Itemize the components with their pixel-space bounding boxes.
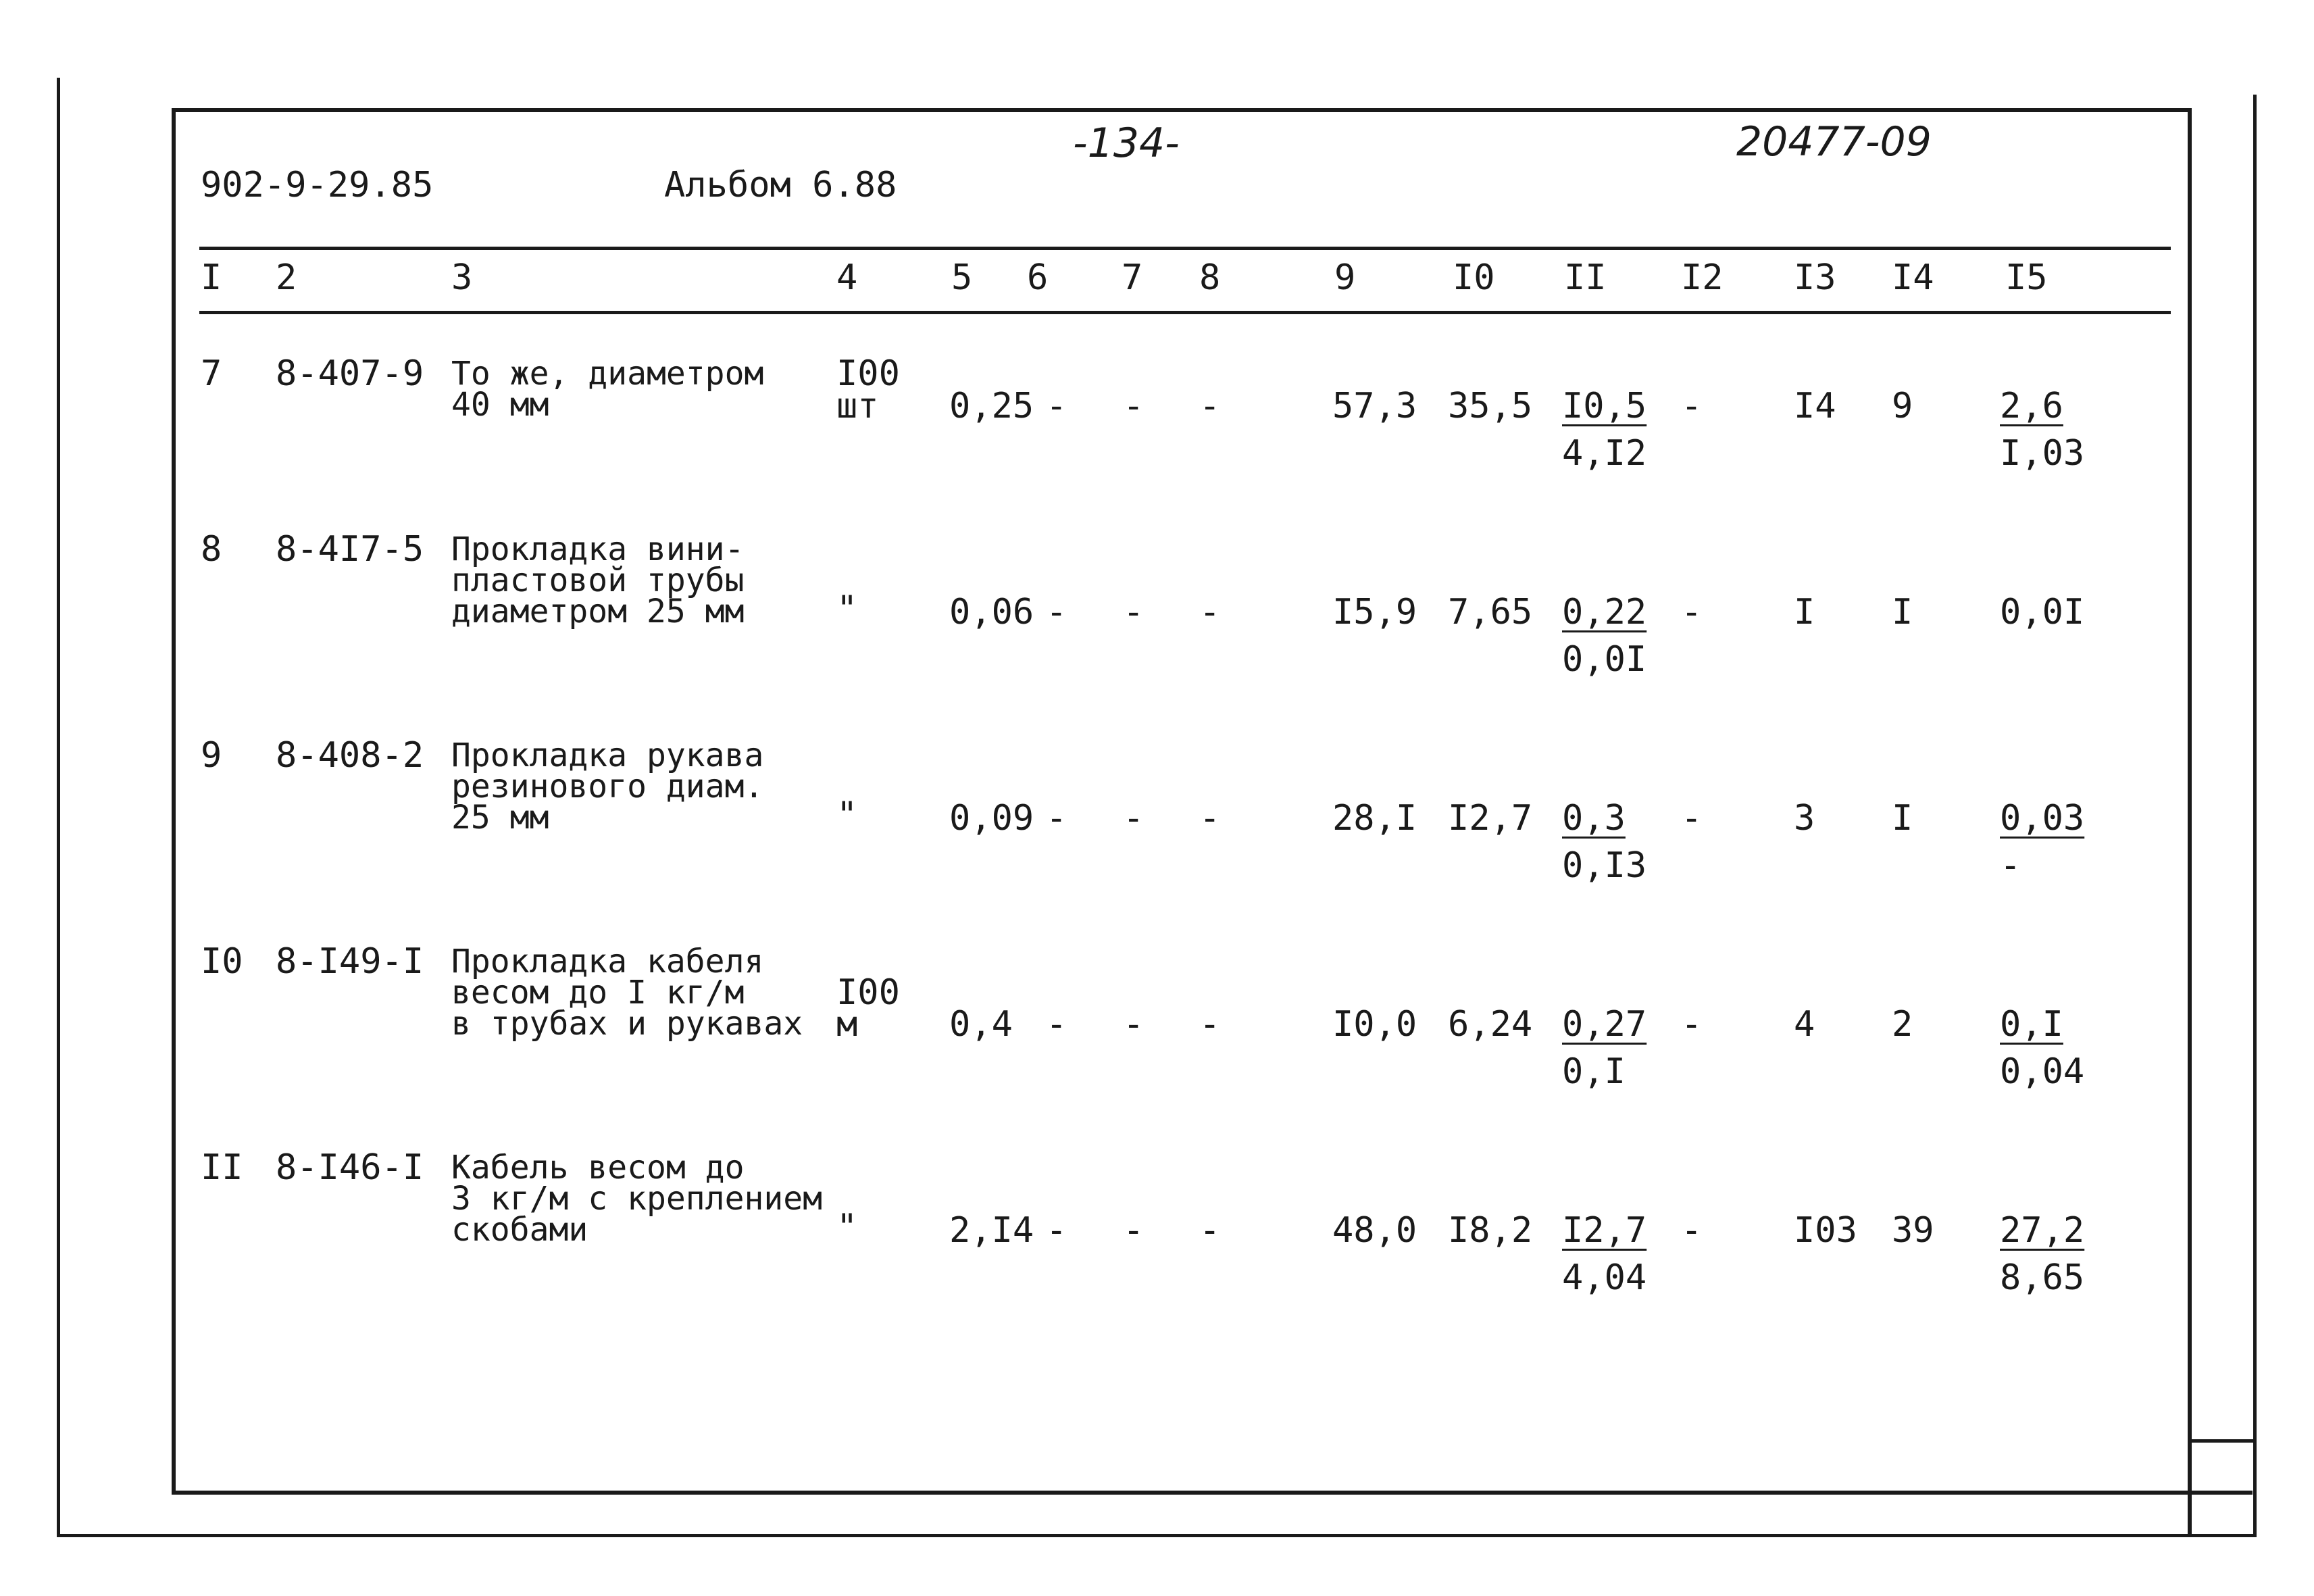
column-header-15: I5	[2005, 257, 2048, 298]
row-description: Кабель весом до 3 кг/м с креплением скобами	[451, 1149, 823, 1249]
row-col5: 2,I4	[949, 1210, 1034, 1251]
stamp-box-top	[2188, 1439, 2255, 1443]
row-col11-bottom: 4,I2	[1562, 433, 1647, 474]
row-number: I0	[201, 941, 243, 982]
column-header-9: 9	[1334, 257, 1356, 298]
row-col8: -	[1199, 1004, 1221, 1045]
row-col11-top: I2,7	[1562, 1210, 1647, 1251]
column-header-3: 3	[451, 257, 473, 298]
column-header-5: 5	[951, 257, 973, 298]
row-col10: 7,65	[1448, 592, 1533, 632]
row-code: 8-408-2	[276, 735, 424, 776]
column-header-6: 6	[1027, 257, 1049, 298]
row-unit-bottom: м	[836, 1004, 858, 1045]
row-col8: -	[1199, 386, 1221, 426]
row-col10: 35,5	[1448, 386, 1533, 426]
row-col8: -	[1199, 798, 1221, 839]
row-col7: -	[1123, 798, 1145, 839]
row-col12: -	[1681, 592, 1703, 632]
row-col11-top: I0,5	[1562, 386, 1647, 426]
row-col10: I8,2	[1448, 1210, 1533, 1251]
header-rule-top	[199, 247, 2171, 250]
inner-frame-top	[172, 108, 2192, 112]
row-unit-top: I00	[836, 972, 900, 1013]
row-col9: 57,3	[1332, 386, 1417, 426]
column-header-10: I0	[1453, 257, 1495, 298]
document-id: 20477-09	[1736, 118, 1932, 166]
row-col11-bottom: 0,0I	[1562, 639, 1647, 680]
row-col5: 0,09	[949, 798, 1034, 839]
row-col15-top: 0,I	[2000, 1004, 2063, 1045]
column-header-1: I	[201, 257, 222, 298]
row-number: 9	[201, 735, 222, 776]
row-col10: I2,7	[1448, 798, 1533, 839]
row-col11-top: 0,3	[1562, 798, 1626, 839]
row-col13: 3	[1794, 798, 1815, 839]
row-col12: -	[1681, 798, 1703, 839]
row-description: Прокладка рукава резинового диам. 25 мм	[451, 737, 764, 837]
row-col7: -	[1123, 1210, 1145, 1251]
row-col9: 28,I	[1332, 798, 1417, 839]
row-col15-top: 27,2	[2000, 1210, 2085, 1251]
row-col6: -	[1046, 1004, 1067, 1045]
row-col5: 0,06	[949, 592, 1034, 632]
outer-bottom-border	[57, 1534, 2257, 1537]
row-col6: -	[1046, 798, 1067, 839]
row-col7: -	[1123, 592, 1145, 632]
row-col14: 2	[1892, 1004, 1913, 1045]
row-unit-bottom: "	[836, 589, 858, 629]
row-col14: I	[1892, 592, 1913, 632]
row-description: То же, диаметром 40 мм	[451, 355, 764, 424]
document-code: 902-9-29.85	[201, 165, 434, 205]
row-col14: I	[1892, 798, 1913, 839]
row-col6: -	[1046, 1210, 1067, 1251]
row-col14: 39	[1892, 1210, 1934, 1251]
row-col5: 0,4	[949, 1004, 1013, 1045]
album-label: Альбом 6.88	[664, 165, 897, 205]
row-col11-top: 0,27	[1562, 1004, 1647, 1045]
row-code: 8-I46-I	[276, 1147, 424, 1188]
column-header-7: 7	[1122, 257, 1143, 298]
row-col11-top: 0,22	[1562, 592, 1647, 632]
page-number: -134-	[1073, 120, 1180, 167]
row-col6: -	[1046, 386, 1067, 426]
column-header-13: I3	[1794, 257, 1836, 298]
row-col14: 9	[1892, 386, 1913, 426]
row-col13: I03	[1794, 1210, 1857, 1251]
row-code: 8-407-9	[276, 353, 424, 394]
inner-frame-left	[172, 108, 176, 1495]
column-header-14: I4	[1892, 257, 1934, 298]
row-col6: -	[1046, 592, 1067, 632]
row-col5: 0,25	[949, 386, 1034, 426]
row-number: II	[201, 1147, 243, 1188]
row-col15-top: 2,6	[2000, 386, 2063, 426]
row-col12: -	[1681, 386, 1703, 426]
row-code: 8-I49-I	[276, 941, 424, 982]
column-header-12: I2	[1681, 257, 1724, 298]
row-col15-bottom: 8,65	[2000, 1257, 2085, 1298]
row-col7: -	[1123, 1004, 1145, 1045]
header-rule-bottom	[199, 311, 2171, 314]
row-col13: 4	[1794, 1004, 1815, 1045]
row-col9: 48,0	[1332, 1210, 1417, 1251]
row-col11-bottom: 4,04	[1562, 1257, 1647, 1298]
row-col12: -	[1681, 1210, 1703, 1251]
column-header-11: II	[1564, 257, 1607, 298]
inner-frame-bottom	[172, 1491, 2253, 1495]
row-col8: -	[1199, 1210, 1221, 1251]
inner-frame-right	[2188, 108, 2192, 1537]
row-col15-bottom: -	[2000, 845, 2021, 886]
row-description: Прокладка кабеля весом до I кг/м в трубах и рукавах	[451, 943, 803, 1043]
row-number: 8	[201, 529, 222, 570]
column-header-8: 8	[1199, 257, 1221, 298]
row-col10: 6,24	[1448, 1004, 1533, 1045]
row-col11-bottom: 0,I	[1562, 1051, 1626, 1092]
column-header-2: 2	[276, 257, 297, 298]
row-col9: I5,9	[1332, 592, 1417, 632]
row-unit-bottom: "	[836, 1207, 858, 1247]
row-col7: -	[1123, 386, 1145, 426]
row-col12: -	[1681, 1004, 1703, 1045]
row-number: 7	[201, 353, 222, 394]
row-col15-top: 0,0I	[2000, 592, 2085, 632]
outer-right-border	[2253, 95, 2257, 1537]
outer-left-border	[57, 78, 60, 1537]
row-description: Прокладка вини- пластовой трубы диаметром 25 мм	[451, 530, 745, 630]
column-header-4: 4	[836, 257, 858, 298]
row-col13: I4	[1794, 386, 1836, 426]
row-unit-top: I00	[836, 353, 900, 394]
row-col8: -	[1199, 592, 1221, 632]
row-col9: I0,0	[1332, 1004, 1417, 1045]
row-col13: I	[1794, 592, 1815, 632]
row-col15-bottom: 0,04	[2000, 1051, 2085, 1092]
row-col15-top: 0,03	[2000, 798, 2085, 839]
row-col15-bottom: I,03	[2000, 433, 2085, 474]
row-unit-bottom: шт	[836, 386, 879, 426]
row-code: 8-4I7-5	[276, 529, 424, 570]
row-col11-bottom: 0,I3	[1562, 845, 1647, 886]
row-unit-bottom: "	[836, 795, 858, 835]
